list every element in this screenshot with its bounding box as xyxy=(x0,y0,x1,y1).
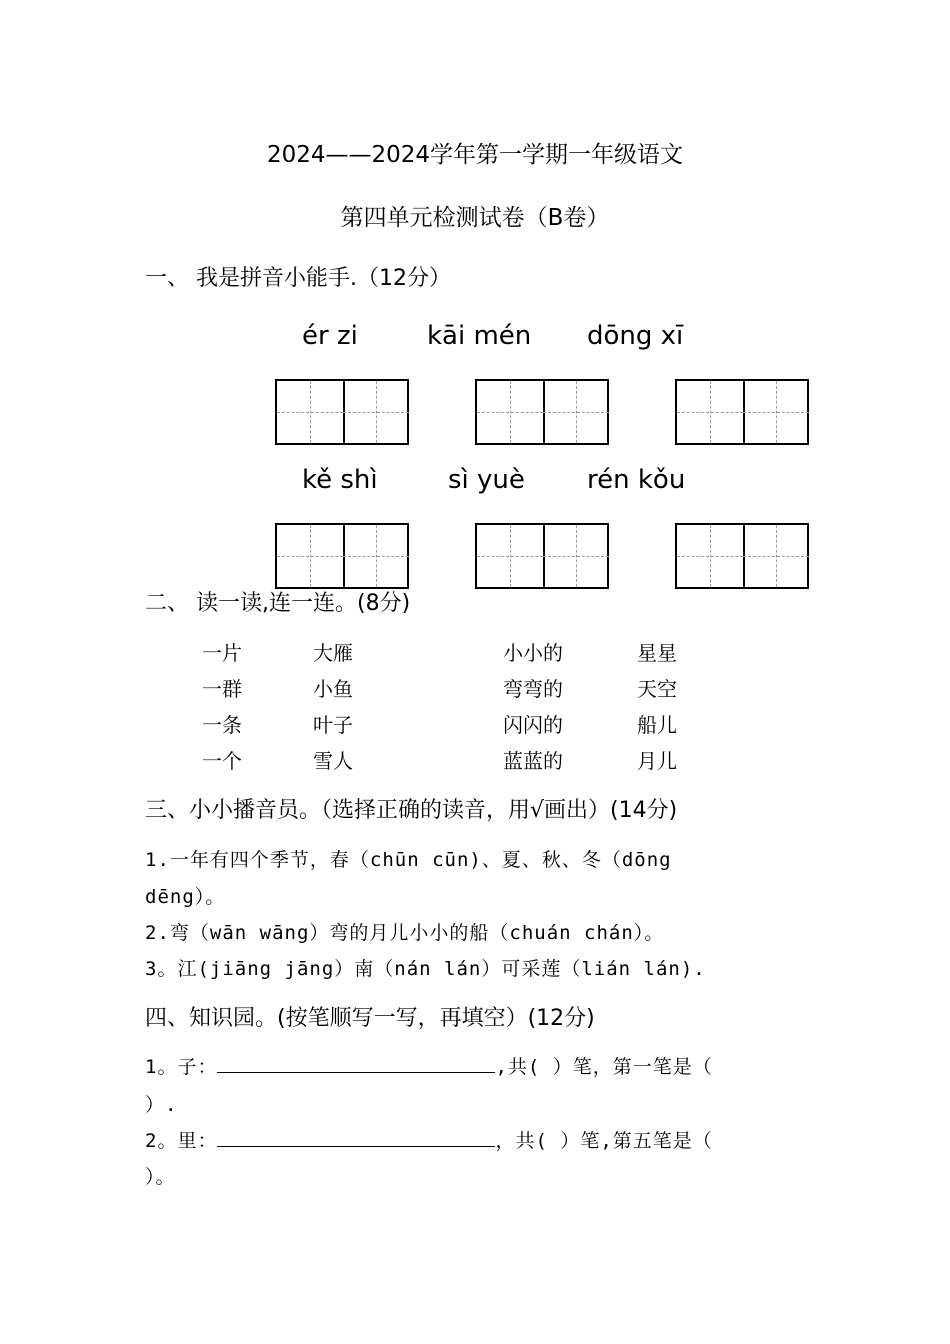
writing-grid[interactable] xyxy=(675,379,809,445)
section2-heading: 二、 读一读,连一连。(8分) xyxy=(145,591,411,616)
noun-word: 船儿 xyxy=(637,713,677,737)
measure-word: 一群 xyxy=(202,677,242,701)
measure-word: 一个 xyxy=(202,749,242,773)
stroke-order-blank[interactable] xyxy=(217,1052,495,1073)
question-text: ，共( ）笔,第五笔是（ xyxy=(495,1130,713,1152)
measure-word: 一条 xyxy=(202,713,242,737)
section1-heading: 一、 我是拼音小能手.（12分） xyxy=(145,266,451,291)
question-3-3: 3。江(jiāng jāng）南（nán lán）可采莲（lián lán). xyxy=(145,958,706,980)
exam-subtitle: 第四单元检测试卷（B卷） xyxy=(340,205,610,231)
noun-word: 大雁 xyxy=(313,641,353,665)
question-4-1 xyxy=(145,1052,713,1079)
noun-word: 雪人 xyxy=(313,749,353,773)
section3-heading: 三、小小播音员。（选择正确的读音，用√画出）(14分) xyxy=(145,798,678,823)
question-3-1: 1.一年有四个季节，春（chūn cūn)、夏、秋、冬（dōng xyxy=(145,849,672,871)
section4-heading: 四、知识园。(按笔顺写一写，再填空）(12分) xyxy=(145,1006,595,1031)
pinyin-word: rén kǒu xyxy=(587,465,686,495)
writing-grid[interactable] xyxy=(275,523,409,589)
question-4-1-cont: ）. xyxy=(145,1094,178,1116)
writing-grid[interactable] xyxy=(475,379,609,445)
adjective-word: 蓝蓝的 xyxy=(503,749,563,773)
writing-grid[interactable] xyxy=(275,379,409,445)
pinyin-word: kāi mén xyxy=(427,321,532,351)
noun-word: 叶子 xyxy=(313,713,353,737)
measure-word: 一片 xyxy=(202,641,242,665)
exam-title: 2024——2024学年第一学期一年级语文 xyxy=(266,142,684,168)
adjective-word: 弯弯的 xyxy=(503,677,563,701)
pinyin-word: sì yuè xyxy=(448,465,525,495)
pinyin-word: dōng xī xyxy=(587,321,684,351)
writing-grid[interactable] xyxy=(475,523,609,589)
question-3-2: 2.弯（wān wāng）弯的月儿小小的船（chuán chán）。 xyxy=(145,922,665,944)
noun-word: 小鱼 xyxy=(313,677,353,701)
pinyin-row-2 xyxy=(0,465,950,505)
question-3-1-cont: dēng）。 xyxy=(145,886,226,908)
noun-word: 星星 xyxy=(637,641,677,665)
writing-grid[interactable] xyxy=(675,523,809,589)
pinyin-word: ér zi xyxy=(302,321,358,351)
adjective-word: 闪闪的 xyxy=(503,713,563,737)
question-text: ,共( ）笔，第一笔是（ xyxy=(495,1056,713,1078)
adjective-word: 小小的 xyxy=(503,641,563,665)
question-4-2-cont: ）。 xyxy=(145,1166,176,1188)
question-label: 2。里： xyxy=(145,1130,218,1152)
stroke-order-blank[interactable] xyxy=(217,1126,495,1147)
pinyin-row-1 xyxy=(0,321,950,361)
pinyin-word: kě shì xyxy=(302,465,378,495)
noun-word: 月儿 xyxy=(637,749,677,773)
question-4-2 xyxy=(145,1126,713,1153)
question-label: 1。子： xyxy=(145,1056,218,1078)
noun-word: 天空 xyxy=(637,677,677,701)
